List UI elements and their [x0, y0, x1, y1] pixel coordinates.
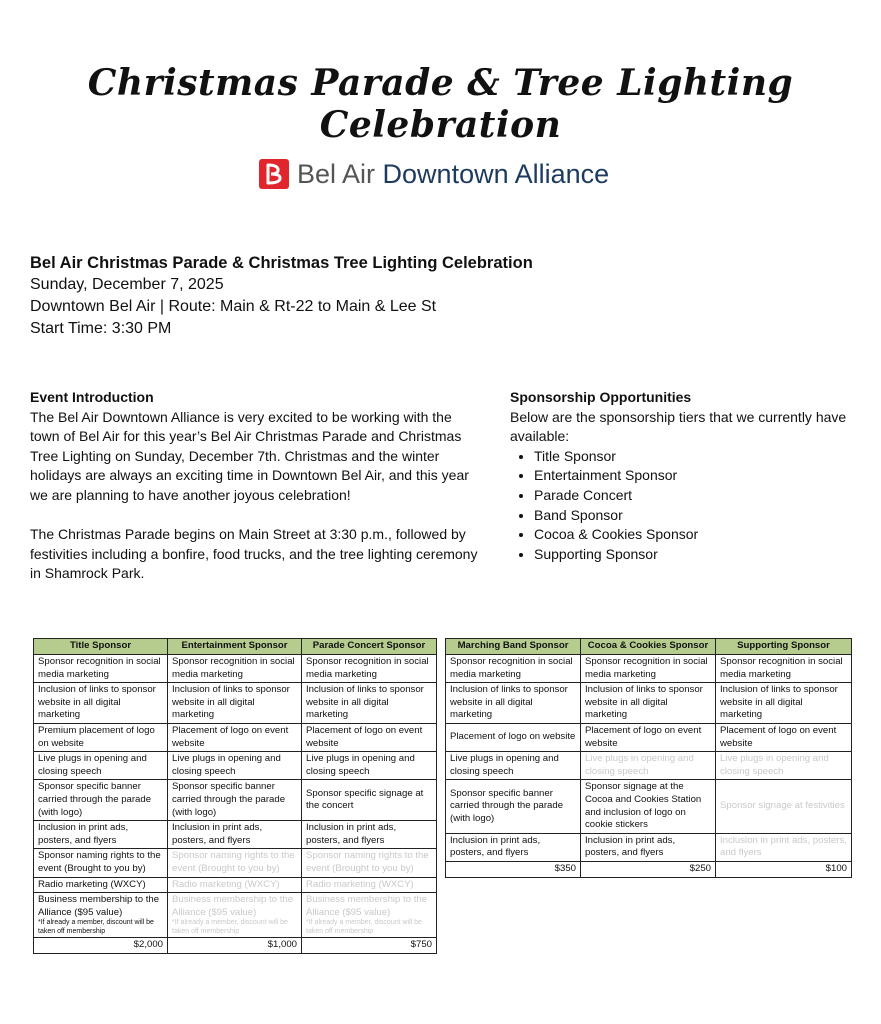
price-cell: $2,000 [34, 938, 168, 954]
table-cell: Sponsor recognition in social media marketing [446, 655, 581, 683]
table-cell: Inclusion of links to sponsor website in all digital marketing [302, 683, 437, 724]
table-cell: Placement of logo on event website [168, 723, 302, 751]
table-cell: Inclusion of links to sponsor website in all digital marketing [581, 683, 716, 724]
table-row [446, 752, 852, 780]
price-cell: $1,000 [168, 938, 302, 954]
table-cell-unavailable: Sponsor naming rights to the event (Brought to you by) [168, 849, 302, 877]
brand-name: Bel Air Downtown Alliance [297, 158, 610, 189]
table-cell: Sponsor recognition in social media marketing [34, 655, 168, 683]
sponsorship-intro: Below are the sponsorship tiers that we currently have available: [510, 408, 847, 445]
table-row [34, 893, 437, 938]
table-cell: Inclusion of links to sponsor website in all digital marketing [716, 683, 852, 724]
member-note: *If already a member, discount will be taken off membership [306, 919, 422, 935]
list-item: • Supporting Sponsor [534, 545, 860, 565]
table-cell: Inclusion in print ads, posters, and flyers [168, 821, 302, 849]
table-cell: Sponsor specific banner carried through the parade (with logo) [446, 780, 581, 833]
table-cell: Inclusion in print ads, posters, and flyers [302, 821, 437, 849]
table-cell: Placement of logo on website [446, 723, 581, 751]
table-cell: Inclusion in print ads, posters, and flyers [581, 833, 716, 861]
sponsor-tier-table-b [445, 638, 852, 878]
price-row [34, 938, 437, 954]
table-cell: Business membership to the Alliance ($95 value) *If already a member, discount will be taken off membership [34, 893, 168, 938]
table-cell: Live plugs in opening and closing speech [302, 752, 437, 780]
column-header: Parade Concert Sponsor [302, 639, 437, 655]
price-cell: $350 [446, 861, 581, 877]
table-row [34, 655, 437, 683]
table-cell: Live plugs in opening and closing speech [34, 752, 168, 780]
table-row [446, 723, 852, 751]
table-cell-unavailable: Sponsor naming rights to the event (Brought to you by) [302, 849, 437, 877]
table-row [446, 655, 852, 683]
list-item: • Title Sponsor [534, 447, 860, 467]
list-item: • Parade Concert [534, 486, 860, 506]
table-cell-unavailable: Business membership to the Alliance ($95 value) *If already a member, discount will be taken off membership [302, 893, 437, 938]
column-header: Title Sponsor [34, 639, 168, 655]
table-cell-unavailable: Radio marketing (WXCY) [302, 877, 437, 893]
column-header: Cocoa & Cookies Sponsor [581, 639, 716, 655]
tier-list [510, 447, 860, 565]
table-cell: Placement of logo on event website [302, 723, 437, 751]
table-row [446, 780, 852, 833]
table-cell: Inclusion of links to sponsor website in all digital marketing [168, 683, 302, 724]
event-location: Downtown Bel Air | Route: Main & Rt-22 to Main & Lee St [30, 298, 437, 315]
table-row [34, 752, 437, 780]
list-item: • Cocoa & Cookies Sponsor [534, 525, 860, 545]
table-cell-unavailable: Live plugs in opening and closing speech [581, 752, 716, 780]
table-cell: Sponsor signage at the Cocoa and Cookies Station and inclusion of logo on cookie stickers [581, 780, 716, 833]
price-cell: $250 [581, 861, 716, 877]
table-row [34, 821, 437, 849]
table-cell: Inclusion in print ads, posters, and flyers [446, 833, 581, 861]
table-row [34, 849, 437, 877]
event-date: Sunday, December 7, 2025 [30, 276, 224, 293]
table-row [34, 780, 437, 821]
table-cell: Inclusion in print ads, posters, and flyers [34, 821, 168, 849]
table-cell-unavailable: Radio marketing (WXCY) [168, 877, 302, 893]
table-cell: Placement of logo on event website [581, 723, 716, 751]
event-introduction [30, 388, 480, 584]
table-cell: Placement of logo on event website [716, 723, 852, 751]
table-cell: Sponsor specific signage at the concert [302, 780, 437, 821]
price-cell: $750 [302, 938, 437, 954]
column-header: Entertainment Sponsor [168, 639, 302, 655]
table-cell: Radio marketing (WXCY) [34, 877, 168, 893]
list-item: • Entertainment Sponsor [534, 466, 860, 486]
event-heading: Bel Air Christmas Parade & Christmas Tree Lighting Celebration [30, 254, 533, 272]
table-row [34, 683, 437, 724]
table-cell: Live plugs in opening and closing speech [168, 752, 302, 780]
intro-paragraph-2: The Christmas Parade begins on Main Street at 3:30 p.m., followed by festivities including a bonfire, food trucks, and the tree lighting ceremony in Shamrock Park. [30, 526, 478, 582]
bel-air-logo-icon [259, 159, 289, 189]
list-item: • Band Sponsor [534, 506, 860, 526]
table-row [34, 877, 437, 893]
table-cell-unavailable: Live plugs in opening and closing speech [716, 752, 852, 780]
table-cell: Live plugs in opening and closing speech [446, 752, 581, 780]
column-header: Marching Band Sponsor [446, 639, 581, 655]
table-cell: Sponsor recognition in social media marketing [302, 655, 437, 683]
table-cell: Sponsor specific banner carried through the parade (with logo) [34, 780, 168, 821]
sponsorship-opportunities [510, 388, 860, 564]
sponsor-tier-table-a [33, 638, 437, 954]
table-cell: Sponsor naming rights to the event (Brought to you by) [34, 849, 168, 877]
event-start-time: Start Time: 3:30 PM [30, 320, 172, 337]
table-row [34, 723, 437, 751]
sponsorship-heading: Sponsorship Opportunities [510, 389, 692, 405]
table-header-row [446, 639, 852, 655]
member-note: *If already a member, discount will be taken off membership [38, 919, 154, 935]
member-note: *If already a member, discount will be taken off membership [172, 919, 288, 935]
intro-heading: Event Introduction [30, 389, 154, 405]
event-details [30, 252, 533, 340]
price-cell: $100 [716, 861, 852, 877]
table-cell-unavailable: Inclusion in print ads, posters, and flyers [716, 833, 852, 861]
table-cell-unavailable: Business membership to the Alliance ($95 value) *If already a member, discount will be taken off membership [168, 893, 302, 938]
intro-paragraph-1: The Bel Air Downtown Alliance is very excited to be working with the town of Bel Air for this year’s Bel Air Christmas Parade and Christmas Tree Lighting on Sunday, December 7th. Christmas and the winter holidays are always an exciting time in Downtown Bel Air, and this year we are planning to have another joyous celebration! [30, 408, 469, 503]
table-cell: Inclusion of links to sponsor website in all digital marketing [34, 683, 168, 724]
table-cell: Premium placement of logo on website [34, 723, 168, 751]
brand-logo [259, 157, 609, 191]
price-row [446, 861, 852, 877]
table-cell: Sponsor recognition in social media marketing [581, 655, 716, 683]
table-cell-unavailable: Sponsor signage at festivities [716, 780, 852, 833]
table-header-row [34, 639, 437, 655]
table-row [446, 683, 852, 724]
table-cell: Sponsor recognition in social media marketing [716, 655, 852, 683]
column-header: Supporting Sponsor [716, 639, 852, 655]
table-cell: Inclusion of links to sponsor website in all digital marketing [446, 683, 581, 724]
table-cell: Sponsor recognition in social media marketing [168, 655, 302, 683]
table-cell: Sponsor specific banner carried through the parade (with logo) [168, 780, 302, 821]
page-title: Christmas Parade & Tree Lighting Celebration [87, 62, 794, 146]
table-row [446, 833, 852, 861]
